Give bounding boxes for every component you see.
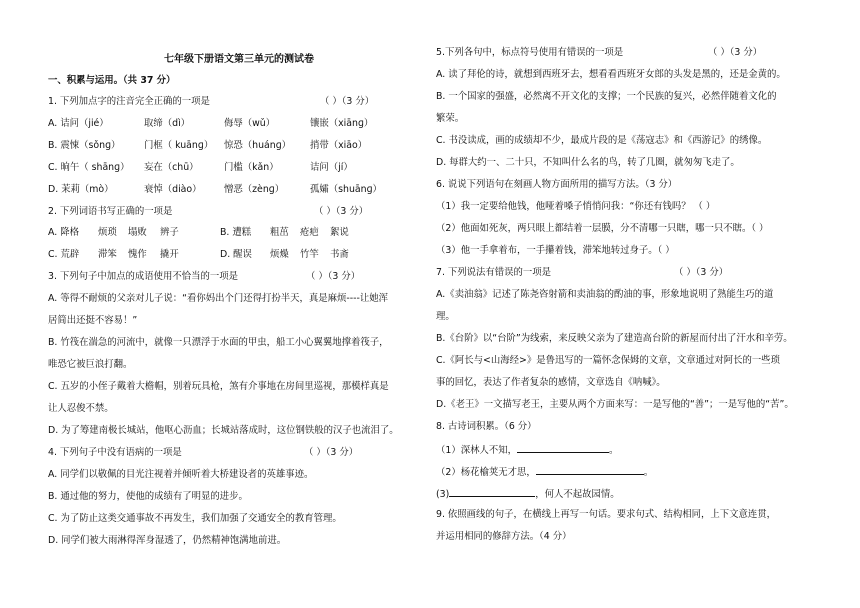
question-3-option-d: D. 为了筹建南极长城站，他呕心沥血；长城站落成时，这位钢铁般的汉子也流泪了。 <box>48 425 399 436</box>
question-6-sentence-1: （1）我一定要给他钱，他哑着嗓子悄悄问我：“你还有钱吗？ （ ） <box>436 201 716 212</box>
option-word: B. 震悚（sǒnɡ） <box>48 140 121 151</box>
option-word: 竹竿 <box>300 249 319 260</box>
question-4-option-c: C. 为了防止这类交通事故不再发生，我们加强了交通安全的教育管理。 <box>48 513 342 524</box>
question-8-item-1 <box>436 442 618 457</box>
question-7-option-c-line2: 事的回忆，表达了作者复杂的感情，文章选自《呐喊》。 <box>436 377 666 388</box>
question-5-option-b-line2: 繁荣。 <box>436 113 465 124</box>
option-word: B. 遭糕 <box>220 227 252 238</box>
question-5-option-c: C. 书没读成，画的成绩却不少，最成片段的是《荡寇志》和《西游记》的绣像。 <box>436 135 768 146</box>
option-word: 滞笨 <box>98 249 117 260</box>
question-7-score: （ ）（3 分） <box>674 267 729 278</box>
question-1-stem: 1. 下列加点字的注音完全正确的一项是 <box>48 96 210 107</box>
option-word: 衰悼（diào） <box>144 184 202 195</box>
option-word: 烦燥 <box>270 249 289 260</box>
answer-blank[interactable] <box>536 464 644 475</box>
option-word: 塌败 <box>128 227 147 238</box>
option-word: 愧作 <box>128 249 147 260</box>
poem-line-suffix: 。 <box>608 445 619 456</box>
question-5-option-a: A. 读了拜伦的诗，就想到西班牙去，想看看西班牙女郎的头发是黑的，还是金黄的。 <box>436 69 786 80</box>
question-9-line-2: 并运用相同的修辞方法。（4 分） <box>436 531 572 542</box>
poem-line-suffix: ，何人不起故园情。 <box>535 489 620 500</box>
question-5-option-b-line1: B. 一个国家的强盛，必然离不开文化的支撑；一个民族的复兴，必然伴随着文化的 <box>436 91 777 102</box>
option-word: A. 诘问（jié） <box>48 118 109 129</box>
question-8-item-3 <box>436 486 620 501</box>
option-word: 书斋 <box>330 249 349 260</box>
answer-blank[interactable] <box>517 442 609 453</box>
question-7-option-a-line1: A.《卖油翁》记述了陈尧咨射箭和卖油翁的酌油的事，形象地说明了熟能生巧的道 <box>436 289 774 300</box>
section-heading: 一、积累与运用。（共 37 分） <box>48 75 176 86</box>
question-7-option-d: D.《老王》一文描写老王，主要从两个方面来写：一是写他的“善”；一是写他的“苦”。 <box>436 399 794 410</box>
question-3-option-a-line1: A. 等得不耐烦的父亲对儿子说：“看你妈出个门还得打扮半天，真是麻烦----让她浑 <box>48 293 388 304</box>
question-4-option-d: D. 同学们被大雨淋得浑身湿透了，仍然精神饱满地前进。 <box>48 535 287 546</box>
question-2-score: （ ）（3 分） <box>314 206 369 217</box>
question-3-option-a-line2: 居简出还挺不容易！” <box>48 315 138 326</box>
poem-line-prefix: (3) <box>436 489 450 500</box>
option-word: 门框（ kuānɡ） <box>144 140 214 151</box>
option-word: D. 醒误 <box>220 249 252 260</box>
question-3-option-c-line2: 让人忍俊不禁。 <box>48 403 114 414</box>
question-4-stem: 4. 下列句子中没有语病的一项是 <box>48 447 182 458</box>
option-word: 镶嵌（xiānɡ） <box>310 118 374 129</box>
option-word: 惊恐（huánɡ） <box>224 140 292 151</box>
question-3-option-b-line1: B. 竹筏在湍急的河流中，就像一只漂浮于水面的甲虫，船工小心翼翼地撑着筏子， <box>48 337 389 348</box>
option-word: 孤孀（shuānɡ） <box>310 184 382 195</box>
question-3-stem: 3. 下列句子中加点的成语使用不恰当的一项是 <box>48 271 239 282</box>
poem-line-prefix: （2）杨花榆荚无才思， <box>436 467 536 478</box>
option-word: 妄在（chū） <box>144 162 199 173</box>
option-word: 撬开 <box>160 249 179 260</box>
question-3-option-b-line2: 唯恐它被巨浪打翻。 <box>48 359 133 370</box>
option-word: 辨子 <box>160 227 179 238</box>
option-word: 憎恶（zènɡ） <box>224 184 285 195</box>
question-3-score: （ ）（3 分） <box>306 271 361 282</box>
option-word: A. 降格 <box>48 227 79 238</box>
question-3-option-c-line1: C. 五岁的小侄子戴着大檐帽，别着玩具枪，煞有介事地在房间里巡视，那模样真是 <box>48 381 389 392</box>
option-word: C. 晌午（ shānɡ） <box>48 162 130 173</box>
question-8-stem: 8. 古诗词积累。（6 分） <box>436 421 537 432</box>
option-word: 侮辱（wǔ） <box>224 118 276 129</box>
question-9-line-1: 9. 依照画线的句子，在横线上再写一句话。要求句式、结构相同，上下文意连贯， <box>436 509 777 520</box>
question-4-option-a: A. 同学们以敬佩的目光注视着并倾听着大桥建设者的英雄事迹。 <box>48 469 314 480</box>
question-6-sentence-3: （3）他一手拿着布，一手攥着钱，滞笨地转过身子。（ ） <box>436 245 675 256</box>
option-word: D. 茉莉（mò） <box>48 184 114 195</box>
option-word: 絮说 <box>330 227 349 238</box>
answer-blank[interactable] <box>449 486 535 497</box>
option-word: 捎带（xiāo） <box>310 140 368 151</box>
option-word: 诘问（jí） <box>310 162 353 173</box>
question-4-score: （ ）（3 分） <box>304 447 359 458</box>
option-word: 烦琐 <box>98 227 117 238</box>
poem-line-prefix: （1）深林人不知， <box>436 445 517 456</box>
question-5-stem: 5.下列各句中，标点符号使用有错误的一项是 <box>436 47 624 58</box>
question-2-stem: 2. 下列词语书写正确的一项是 <box>48 206 173 217</box>
question-6-sentence-2: （2）他面如死灰，两只眼上都结着一层膜，分不清哪一只瞎，哪一只不瞎。（ ） <box>436 223 769 234</box>
question-5-score: （ ）（3 分） <box>708 47 763 58</box>
option-word: 疮疤 <box>300 227 319 238</box>
question-8-item-2 <box>436 464 653 479</box>
question-7-option-b: B.《台阶》以“台阶”为线索，来反映父亲为了建造高台阶的新屋而付出了汗水和辛劳。 <box>436 333 793 344</box>
question-7-option-c-line1: C.《阿长与<山海经>》是鲁迅写的一篇怀念保姆的文章，文章通过对阿长的一些琐 <box>436 355 780 366</box>
poem-line-suffix: 。 <box>643 467 654 478</box>
question-4-option-b: B. 通过他的努力，使他的成绩有了明显的进步。 <box>48 491 248 502</box>
question-6-stem: 6. 说说下列语句在刻画人物方面所用的描写方法。（3 分） <box>436 179 678 190</box>
question-5-option-d: D. 每群大约一、二十只，不知叫什么名的鸟，转了几圈，就匆匆飞走了。 <box>436 157 740 168</box>
option-word: 取缔（dì） <box>144 118 191 129</box>
question-7-stem: 7. 下列说法有错误的一项是 <box>436 267 552 278</box>
question-7-option-a-line2: 理。 <box>436 311 455 322</box>
option-word: 门槛（kǎn） <box>224 162 279 173</box>
option-word: C. 荒辟 <box>48 249 80 260</box>
option-word: 粗茁 <box>270 227 289 238</box>
question-1-score: （ ）（3 分） <box>320 96 375 107</box>
exam-title: 七年级下册语文第三单元的测试卷 <box>164 54 314 65</box>
